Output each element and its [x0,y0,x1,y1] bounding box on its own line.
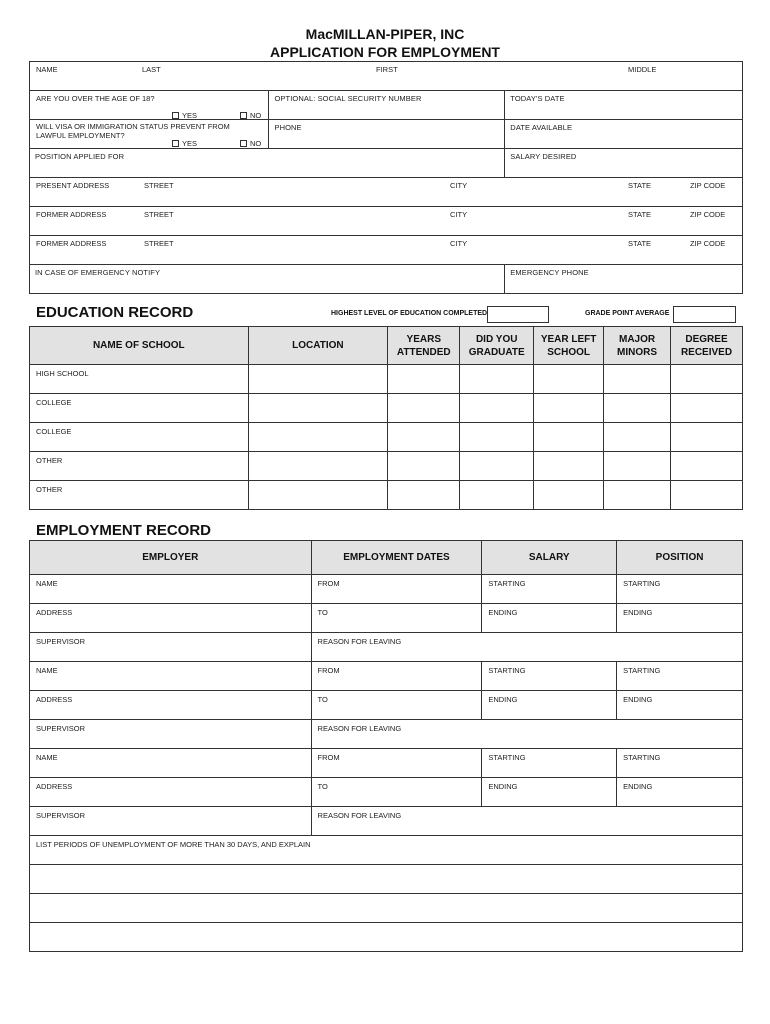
former-address-label: FORMER ADDRESS [36,239,107,248]
ending-salary-cell[interactable]: ENDING [482,778,617,807]
visa-question-line2: LAWFUL EMPLOYMENT? [36,131,125,140]
table-row [30,836,743,865]
employer-name-cell[interactable]: NAME [30,575,312,604]
emergency-phone-field[interactable] [505,265,743,294]
col-years-attended: YEARS ATTENDED [388,327,460,365]
phone-label: PHONE [274,123,302,132]
street-label: STREET [144,239,174,248]
row-label: COLLEGE [36,398,72,407]
col-location: LOCATION [248,327,388,365]
starting-salary-cell[interactable]: STARTING [482,662,617,691]
date-available-label: DATE AVAILABLE [510,123,573,132]
unemployment-cell[interactable] [30,836,743,865]
row-label: OTHER [36,456,63,465]
unemployment-line[interactable] [30,894,743,923]
age-no-label: NO [250,111,262,120]
age-yes-label: YES [182,111,198,120]
age-question: ARE YOU OVER THE AGE OF 18? [36,94,155,103]
state-label: STATE [628,239,652,248]
ending-position-cell[interactable]: ENDING [617,691,743,720]
years-cell[interactable] [388,481,460,510]
education-table [29,326,743,510]
table-row [30,575,743,604]
col-degree-received: DEGREE RECEIVED [671,327,743,365]
location-cell[interactable] [248,452,388,481]
form-title: APPLICATION FOR EMPLOYMENT [270,44,500,60]
table-row [30,662,743,691]
employer-address-cell[interactable]: ADDRESS [30,604,312,633]
employment-table [29,540,743,952]
location-cell[interactable] [248,394,388,423]
table-row [30,749,743,778]
table-row [30,720,743,749]
row-label: COLLEGE [36,427,72,436]
highest-education-input[interactable] [487,306,549,323]
school-cell[interactable] [30,481,249,510]
phone-field[interactable] [269,120,505,149]
col-employer: EMPLOYER [30,541,312,575]
major-cell[interactable] [604,452,671,481]
starting-salary-cell[interactable]: STARTING [482,749,617,778]
location-cell[interactable] [248,423,388,452]
salary-desired-label: SALARY DESIRED [510,152,577,161]
city-label: CITY [450,239,468,248]
school-cell[interactable] [30,452,249,481]
city-label: CITY [450,181,468,190]
table-row [30,807,743,836]
middle-name-label: MIDDLE [628,65,657,74]
former-address-label: FORMER ADDRESS [36,210,107,219]
years-cell[interactable] [388,394,460,423]
row-label: HIGH SCHOOL [36,369,89,378]
state-label: STATE [628,210,652,219]
emergency-phone-label: EMERGENCY PHONE [510,268,589,277]
checkbox-icon [172,112,179,119]
col-position: POSITION [617,541,743,575]
year-left-cell[interactable] [534,423,604,452]
school-cell[interactable] [30,423,249,452]
supervisor-cell[interactable]: SUPERVISOR [30,807,312,836]
major-cell[interactable] [604,365,671,394]
school-cell[interactable] [30,394,249,423]
starting-position-cell[interactable]: STARTING [617,662,743,691]
visa-field [30,120,269,149]
unemployment-label: LIST PERIODS OF UNEMPLOYMENT OF MORE THAN 30 DAYS, AND EXPLAIN [36,840,311,849]
table-row [30,778,743,807]
checkbox-icon [240,112,247,119]
starting-position-cell[interactable]: STARTING [617,575,743,604]
gpa-label: GRADE POINT AVERAGE [585,310,670,317]
graduate-cell[interactable] [460,394,534,423]
graduate-cell[interactable] [460,423,534,452]
company-name: MacMILLAN-PIPER, INC [305,26,465,42]
table-row [30,865,743,894]
todays-date-label: TODAY'S DATE [510,94,565,103]
from-cell[interactable]: FROM [311,662,482,691]
col-major-minors: MAJOR MINORS [604,327,671,365]
date-available-field[interactable] [505,120,743,149]
former-address-field[interactable] [30,207,743,236]
to-cell[interactable]: TO [311,604,482,633]
from-cell[interactable]: FROM [311,749,482,778]
present-address-field[interactable] [30,178,743,207]
degree-cell[interactable] [671,481,743,510]
table-row [30,604,743,633]
employment-heading: EMPLOYMENT RECORD [36,522,212,539]
visa-question-line1: WILL VISA OR IMMIGRATION STATUS PREVENT FROM [36,122,230,131]
employer-address-cell[interactable]: ADDRESS [30,778,312,807]
todays-date-field[interactable] [505,91,743,120]
zip-label: ZIP CODE [690,239,726,248]
name-field[interactable] [30,62,743,91]
visa-yes-label: YES [182,139,198,148]
location-cell[interactable] [248,365,388,394]
table-row [30,423,743,452]
degree-cell[interactable] [671,394,743,423]
year-left-cell[interactable] [534,452,604,481]
ending-position-cell[interactable]: ENDING [617,778,743,807]
degree-cell[interactable] [671,423,743,452]
col-employment-dates: EMPLOYMENT DATES [311,541,482,575]
position-applied-label: POSITION APPLIED FOR [35,152,125,161]
emergency-notify-label: IN CASE OF EMERGENCY NOTIFY [35,268,161,277]
position-applied-field[interactable] [30,149,505,178]
major-cell[interactable] [604,481,671,510]
emergency-notify-field[interactable] [30,265,505,294]
state-label: STATE [628,181,652,190]
visa-no-checkbox[interactable] [240,139,261,148]
street-label: STREET [144,210,174,219]
reason-leaving-cell[interactable]: REASON FOR LEAVING [311,807,742,836]
to-cell[interactable]: TO [311,691,482,720]
last-name-label: LAST [142,65,161,74]
years-cell[interactable] [388,423,460,452]
from-cell[interactable]: FROM [311,575,482,604]
employer-address-cell[interactable]: ADDRESS [30,691,312,720]
street-label: STREET [144,181,174,190]
employer-name-cell[interactable]: NAME [30,662,312,691]
reason-leaving-cell[interactable]: REASON FOR LEAVING [311,720,742,749]
age-field [30,91,269,120]
education-heading: EDUCATION RECORD [36,304,194,321]
to-cell[interactable]: TO [311,778,482,807]
ending-salary-cell[interactable]: ENDING [482,691,617,720]
col-did-you-graduate: DID YOU GRADUATE [460,327,534,365]
zip-label: ZIP CODE [690,210,726,219]
degree-cell[interactable] [671,452,743,481]
col-salary: SALARY [482,541,617,575]
visa-yes-checkbox[interactable] [172,139,197,148]
school-cell[interactable] [30,365,249,394]
former-address-2-field[interactable] [30,236,743,265]
zip-label: ZIP CODE [690,181,726,190]
year-left-cell[interactable] [534,394,604,423]
location-cell[interactable] [248,481,388,510]
personal-info-table [29,61,743,294]
graduate-cell[interactable] [460,365,534,394]
visa-no-label: NO [250,139,262,148]
table-row [30,894,743,923]
starting-position-cell[interactable]: STARTING [617,749,743,778]
table-row [30,394,743,423]
ssn-field[interactable] [269,91,505,120]
reason-leaving-cell[interactable]: REASON FOR LEAVING [311,633,742,662]
highest-education-label: HIGHEST LEVEL OF EDUCATION COMPLETED [331,310,488,317]
graduate-cell[interactable] [460,452,534,481]
col-year-left-school: YEAR LEFT SCHOOL [534,327,604,365]
checkbox-icon [172,140,179,147]
salary-desired-field[interactable] [505,149,743,178]
starting-salary-cell[interactable]: STARTING [482,575,617,604]
row-label: OTHER [36,485,63,494]
city-label: CITY [450,210,468,219]
col-school-name: NAME OF SCHOOL [30,327,249,365]
table-row [30,481,743,510]
ending-salary-cell[interactable]: ENDING [482,604,617,633]
graduate-cell[interactable] [460,481,534,510]
years-cell[interactable] [388,452,460,481]
table-row [30,452,743,481]
unemployment-line[interactable] [30,865,743,894]
ending-position-cell[interactable]: ENDING [617,604,743,633]
table-row [30,691,743,720]
ssn-label: OPTIONAL: SOCIAL SECURITY NUMBER [274,94,422,103]
supervisor-cell[interactable]: SUPERVISOR [30,633,312,662]
year-left-cell[interactable] [534,481,604,510]
first-name-label: FIRST [376,65,398,74]
present-address-label: PRESENT ADDRESS [36,181,110,190]
supervisor-cell[interactable]: SUPERVISOR [30,720,312,749]
table-row [30,633,743,662]
unemployment-line[interactable] [30,923,743,952]
major-cell[interactable] [604,423,671,452]
checkbox-icon [240,140,247,147]
table-row [30,923,743,952]
major-cell[interactable] [604,394,671,423]
years-cell[interactable] [388,365,460,394]
table-row [30,365,743,394]
name-label: NAME [36,65,58,74]
employer-name-cell[interactable]: NAME [30,749,312,778]
degree-cell[interactable] [671,365,743,394]
gpa-input[interactable] [673,306,736,323]
year-left-cell[interactable] [534,365,604,394]
